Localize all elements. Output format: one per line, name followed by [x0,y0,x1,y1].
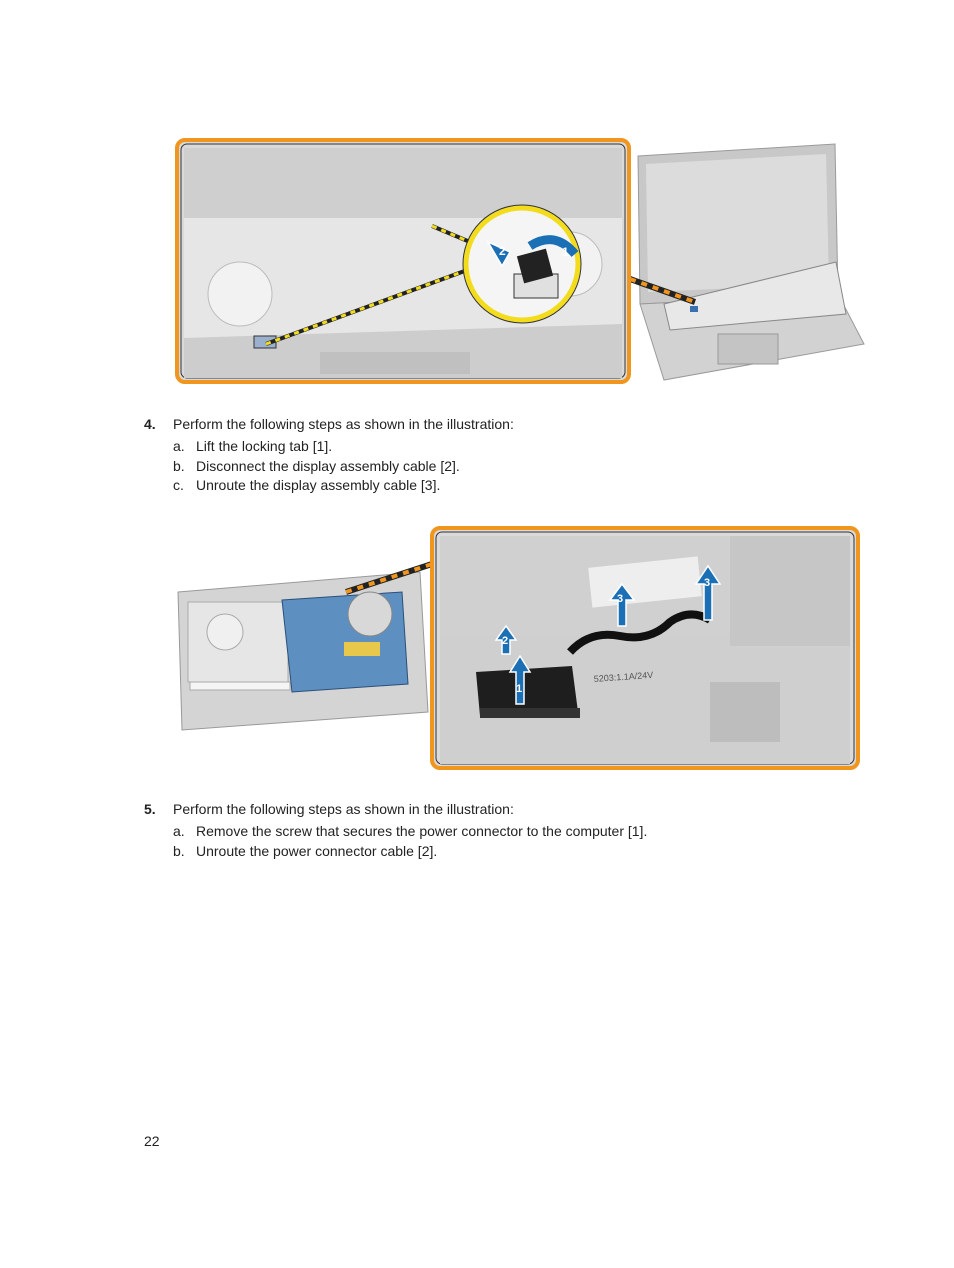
page-number: 22 [144,1133,160,1149]
callout-number-3b: 3 [704,577,711,589]
callout-number-2: 2 [499,244,506,258]
figure-2-callout-box [432,528,858,768]
figure-2-display-cable-illustration [170,522,870,774]
figure-1-palmrest-illustration [170,134,870,386]
callout-number-1: 1 [516,683,523,695]
board-label: 5203:1.1A/24V [593,669,654,684]
laptop-thumbnail [638,144,864,380]
step-4a-letter: a. [173,438,185,454]
chassis-thumbnail [178,572,428,730]
step-4c-text: Unroute the display assembly cable [3]. [196,477,441,493]
step-5-number: 5. [144,801,156,817]
step-4b-letter: b. [173,458,185,474]
step-4b-text: Disconnect the display assembly cable [2]. [196,458,460,474]
step-5a-letter: a. [173,823,185,839]
figure-1-zoom-circle [463,205,581,323]
step-5b-letter: b. [173,843,185,859]
callout-number-1: 1 [562,245,569,259]
step-4-number: 4. [144,416,156,432]
step-4c-letter: c. [173,477,184,493]
callout-number-3a: 3 [617,593,624,605]
step-5a-text: Remove the screw that secures the power connector to the computer [1]. [196,823,648,839]
step-5b-text: Unroute the power connector cable [2]. [196,843,438,859]
callout-number-2: 2 [502,635,509,647]
step-4-text: Perform the following steps as shown in the illustration: [173,416,514,432]
step-5-text: Perform the following steps as shown in the illustration: [173,801,514,817]
step-4a-text: Lift the locking tab [1]. [196,438,333,454]
